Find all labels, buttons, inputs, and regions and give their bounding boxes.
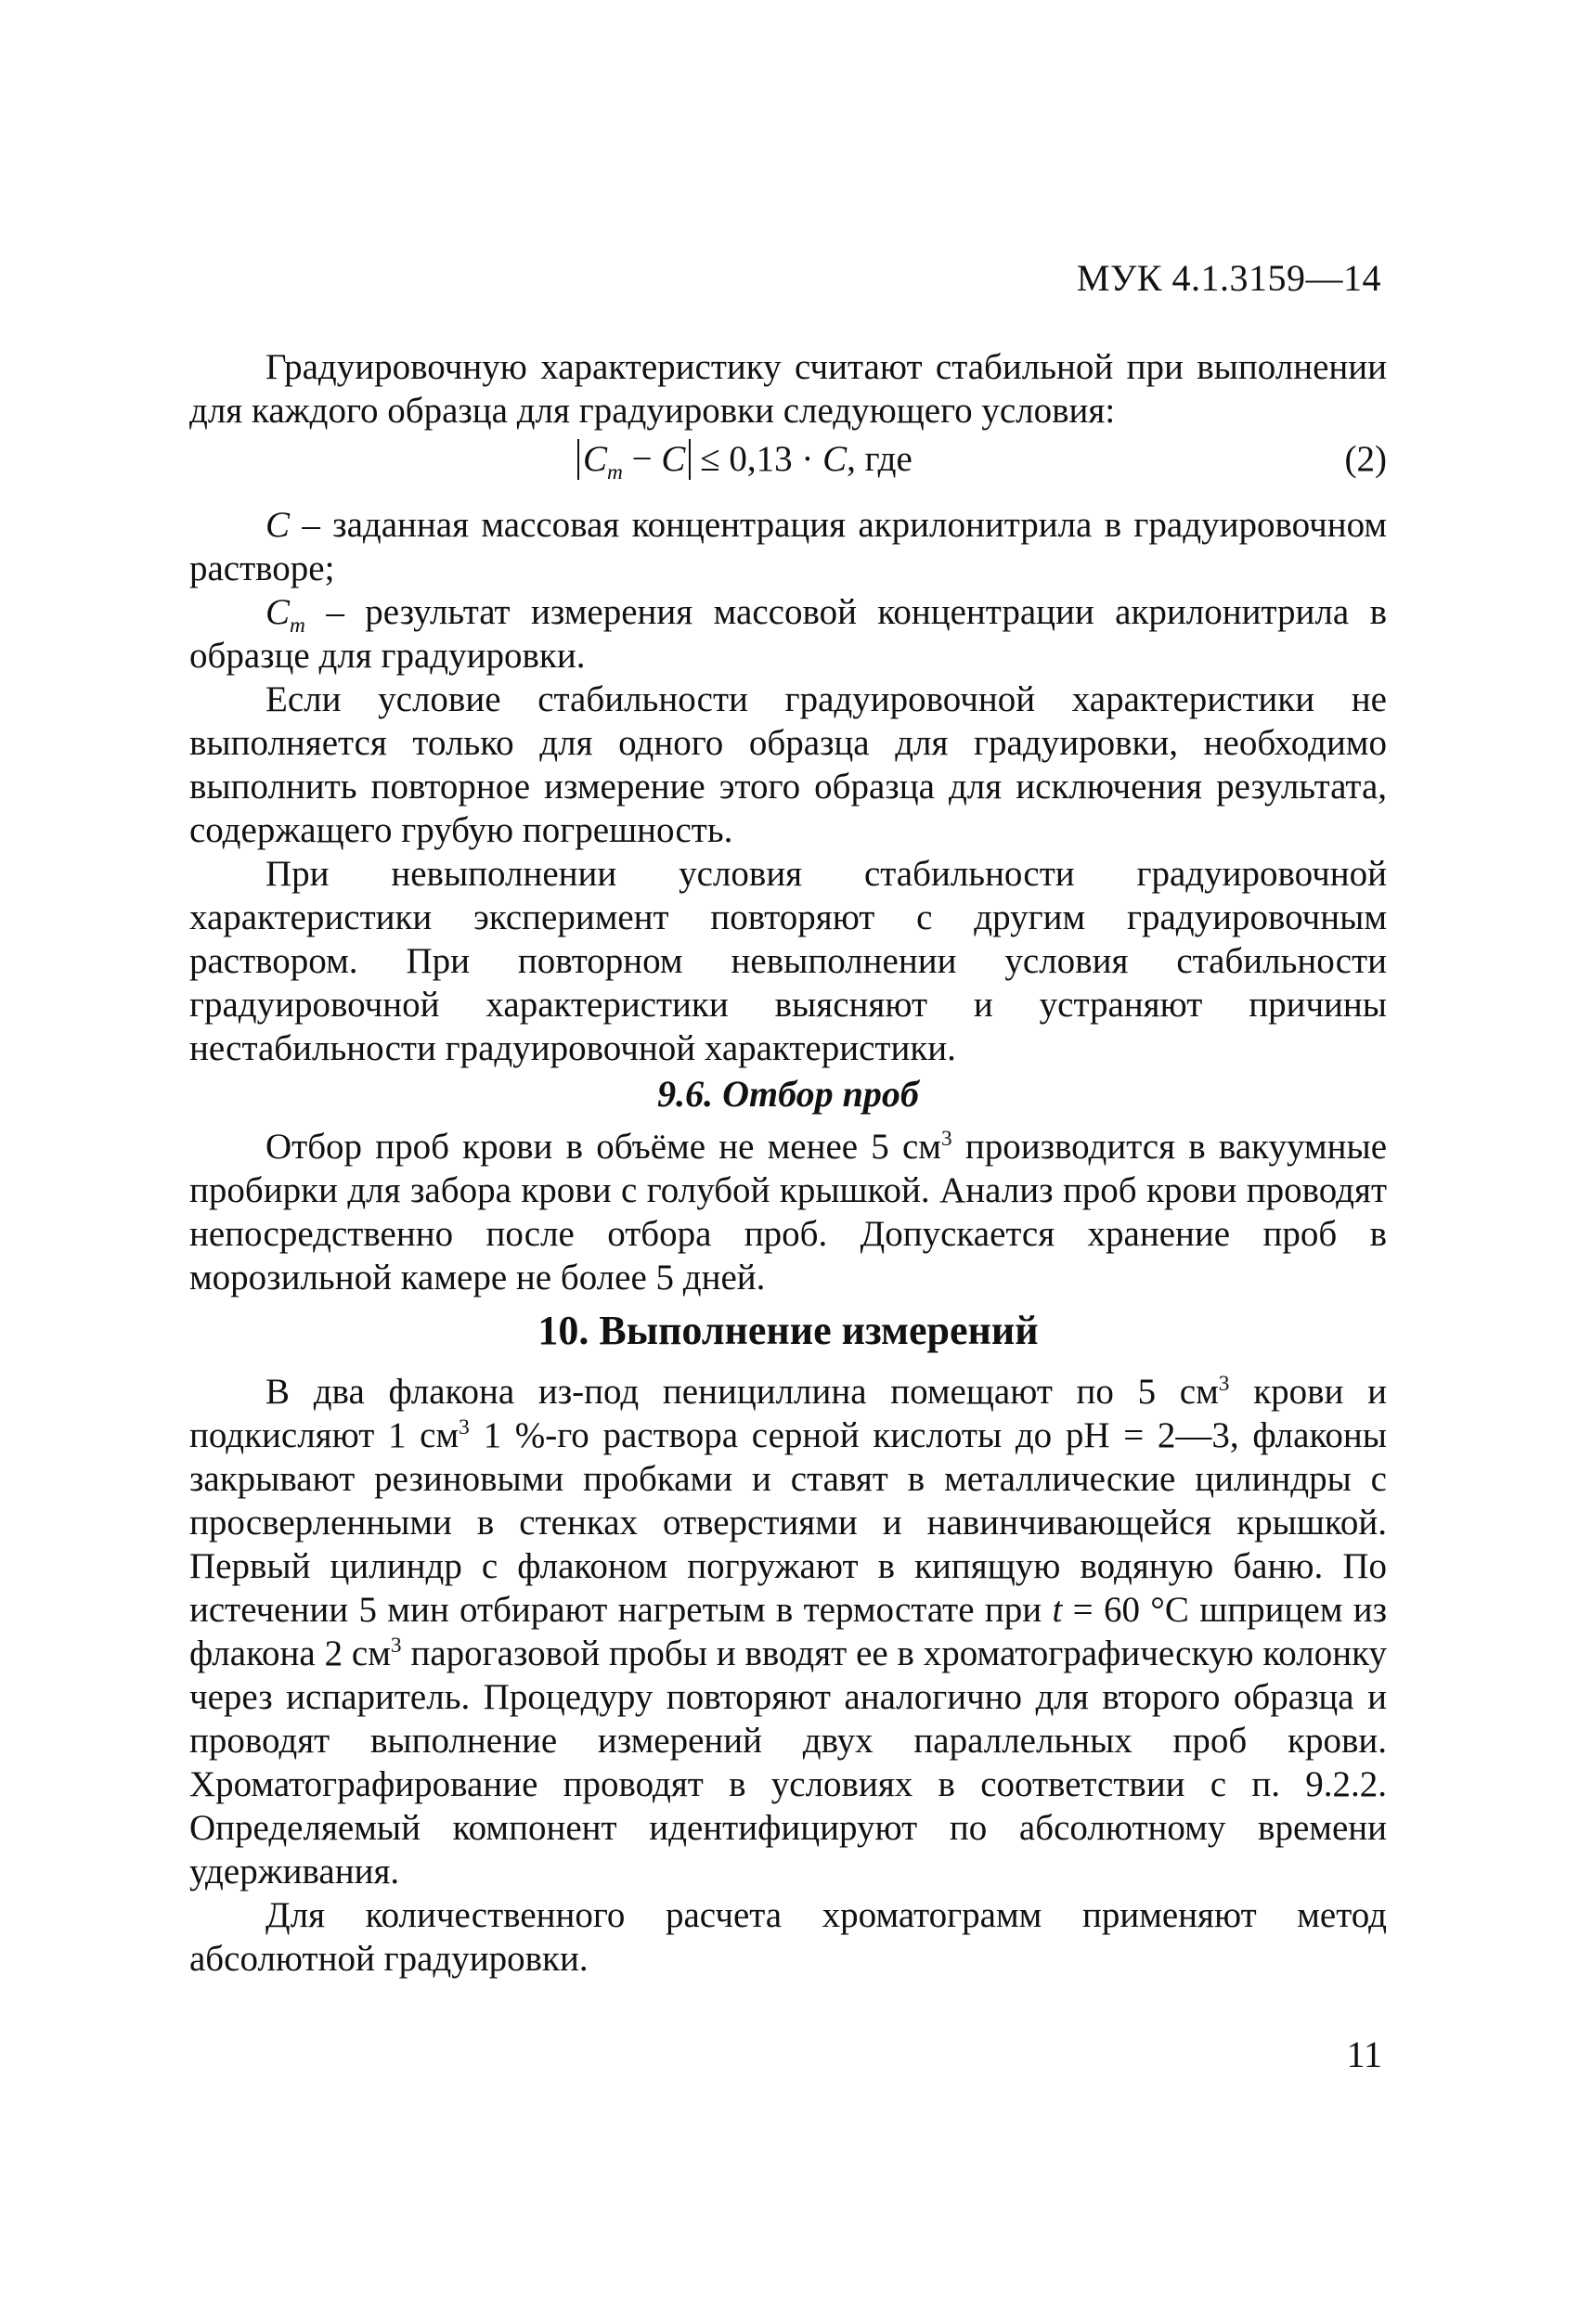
equation-number: (2) [1344, 439, 1387, 479]
section-9-6-body [189, 1125, 1387, 1299]
measurement-text-a: В два флакона из-под пенициллина помещают по 5 см [265, 1372, 1219, 1412]
document-code: МУК 4.1.3159—14 [1076, 257, 1381, 299]
page-number: 11 [1346, 2034, 1382, 2075]
formula-cm-subscript: m [607, 459, 623, 484]
paragraph-stability-repeat: Если условие стабильности градуировочной характеристики не выполняется только для одного образца для градуировки, необходимо выполнить повторное измерение этого образца для исключения результата, содержащего грубую погрешность. [189, 679, 1387, 850]
definition-c-symbol: C [265, 505, 291, 545]
definition-c-text: – заданная массовая концентрация акрилонитрила в градуировочном растворе; [189, 505, 1388, 588]
measurement-sup-2: 3 [459, 1415, 470, 1440]
intro-paragraph-block [189, 345, 1387, 433]
definition-cm [189, 590, 1387, 678]
formula-minus: − [631, 439, 653, 479]
measurement-text-c: 1 %-го раствора серной кислоты до pH = 2—3, флаконы закрывают резиновыми пробками и ставят в металлические цилиндры с просверленными в стенках отверстиями и навинчивающейся крышкой. Первый цилиндр с флаконом погружают в кипящую водяную баню. По истечении 5 мин отбирают нагретым в термостате при [189, 1415, 1387, 1630]
sampling-text-a: Отбор проб крови в объёме не менее 5 см [265, 1127, 941, 1167]
definition-cm-text: – результат измерения массовой концентрации акрилонитрила в образце для градуировки. [189, 592, 1388, 676]
formula-row [189, 438, 1387, 490]
definition-cm-symbol: C [265, 592, 291, 632]
section-9-6-heading: 9.6. Отбор проб [657, 1073, 919, 1115]
section-10-body [189, 1370, 1387, 1981]
sampling-text-b: производится в вакуумные пробирки для забора крови с голубой крышкой. Анализ проб крови проводят непосредственно после отбора проб. Допускается хранение проб в морозильной камере не более 5 дней. [189, 1127, 1388, 1298]
measurement-text-b: крови и подкисляют 1 см [189, 1372, 1387, 1455]
definition-c [189, 503, 1387, 590]
definition-cm-subscript: m [290, 613, 305, 638]
intro-paragraph: Градуировочную характеристику считают стабильной при выполнении для каждого образца для градуировки следующего условия: [189, 347, 1387, 431]
formula-suffix: , где [847, 439, 912, 479]
measurement-paragraph [189, 1370, 1387, 1893]
definitions-block [189, 503, 1387, 1070]
paragraph-stability-fail: При невыполнении условия стабильности градуировочной характеристики эксперимент повторяют с другим градуировочным раствором. При повторном невыполнении условия стабильности градуировочной характеристики выясняют и устраняют причины нестабильности градуировочной характеристики. [189, 854, 1387, 1068]
formula-c-symbol: C [661, 439, 686, 479]
measurement-t-symbol: t [1052, 1590, 1063, 1630]
measurement-sup-1: 3 [1218, 1372, 1230, 1396]
measurement-sup-3: 3 [390, 1633, 402, 1658]
stability-formula [577, 438, 912, 484]
measurement-text-e: парогазовой пробы и вводят ее в хроматографическую колонку через испаритель. Процедуру повторяют аналогично для второго образца и проводят выполнение измерений двух параллельных проб крови. Хроматографирование проводят в условиях в соответствии с п. 9.2.2. Определяемый компонент идентифицируют по абсолютному времени удерживания. [189, 1633, 1387, 1891]
formula-rhs-c: C [822, 439, 848, 479]
calculation-paragraph: Для количественного расчета хроматограмм применяют метод абсолютной градуировки. [189, 1895, 1387, 1979]
section-10-heading: 10. Выполнение измерений [537, 1308, 1039, 1353]
absolute-value [577, 439, 691, 484]
sampling-superscript: 3 [940, 1127, 952, 1151]
formula-cm-symbol: C [583, 439, 608, 479]
formula-relation: ≤ 0,13 · [700, 439, 814, 479]
measurement-text-d: = 60 °C шприцем из флакона 2 см [189, 1590, 1387, 1673]
sampling-paragraph [189, 1125, 1387, 1299]
